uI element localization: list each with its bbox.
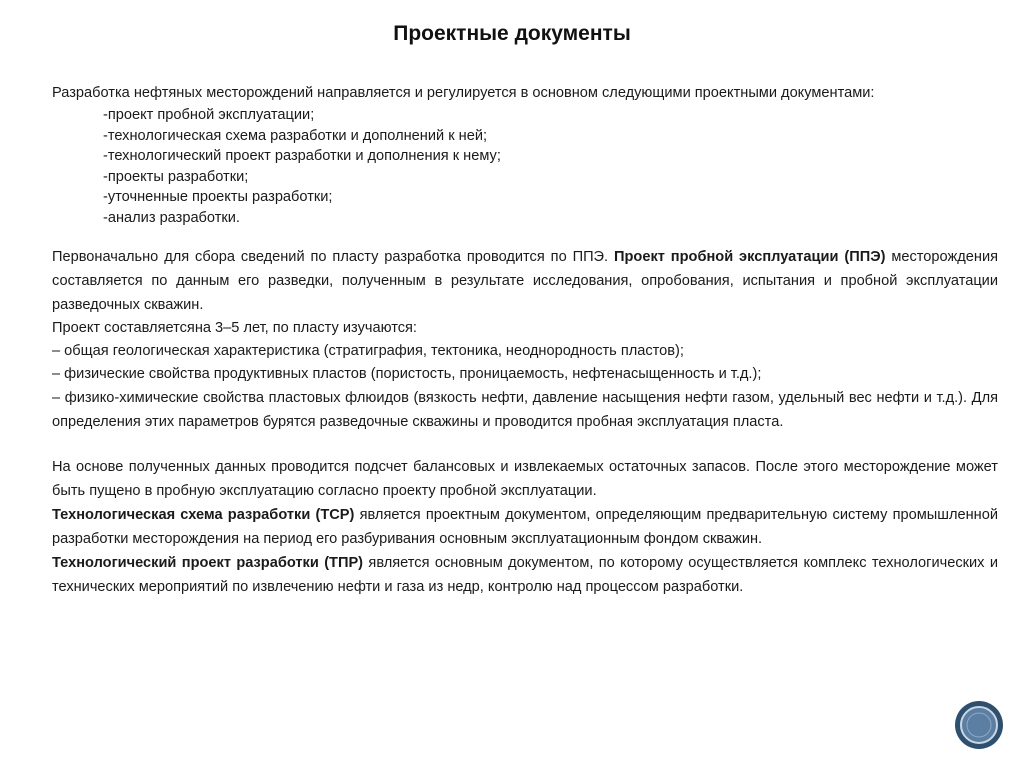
ppe-bold-term: Проект пробной эксплуатации (ППЭ) bbox=[614, 248, 886, 265]
ppe-bullet-3: – физико-химические свойства пластовых флюидов (вязкость нефти, давление насыщения нефти газом, удельный вес нефти и т.д.). Для определения этих параметров бурятся разведочные скважины и проводится пробная эксплуатация пласта. bbox=[52, 389, 998, 430]
list-item: -проект пробной эксплуатации; bbox=[103, 107, 315, 123]
ppe-rest: месторождения составляется по данным его разведки, полученным в результате исследования, опробования, испытания и пробной эксплуатации разведочных скважин. bbox=[52, 248, 998, 313]
list-item: -уточненные проекты разработки; bbox=[103, 189, 333, 206]
list-item: -технологический проект разработки и дополнения к нему; bbox=[103, 148, 501, 165]
decorative-circle-icon bbox=[954, 700, 1004, 750]
page-title: Проектные документы bbox=[393, 22, 631, 45]
tpr-bold-term: Технологический проект разработки (ТПР) bbox=[52, 554, 364, 571]
ppe-bullet-2: – физические свойства продуктивных пластов (пористость, проницаемость, нефтенасыщенность и т.д.); bbox=[52, 365, 762, 382]
tsr-rest: является проектным документом, определяющим предварительную систему промышленной разработки месторождения на период его разбуривания основным эксплуатационным фондом скважин. bbox=[52, 506, 998, 547]
list-item: -проекты разработки; bbox=[103, 168, 249, 185]
tsr-bold-term: Технологическая схема разработки (ТСР) bbox=[52, 506, 355, 523]
ppe-duration: Проект составляетсяна 3–5 лет, по пласту изучаются: bbox=[52, 319, 417, 336]
ppe-lead: Первоначально для сбора сведений по пласту разработка проводится по ППЭ. bbox=[52, 248, 615, 265]
tsr-paragraph bbox=[52, 503, 998, 551]
document-list bbox=[52, 105, 998, 229]
tpr-paragraph bbox=[52, 551, 998, 599]
reserves-paragraph: На основе полученных данных проводится подсчет балансовых и извлекаемых остаточных запасов. После этого месторождение может быть пущено в пробную эксплуатацию согласно проекту пробной эксплуатации. bbox=[52, 458, 998, 499]
tpr-rest: является основным документом, по которому осуществляется комплекс технологических и технических мероприятий по извлечению нефти и газа из недр, контролю над процессом разработки. bbox=[52, 554, 998, 595]
document-body bbox=[52, 82, 998, 599]
ppe-bullet-1: – общая геологическая характеристика (стратиграфия, тектоника, неоднородность пластов); bbox=[52, 342, 684, 359]
list-item: -технологическая схема разработки и дополнений к ней; bbox=[103, 127, 488, 144]
list-item: -анализ разработки. bbox=[103, 209, 240, 226]
ppe-paragraph bbox=[52, 245, 998, 317]
intro-text: Разработка нефтяных месторождений направляется и регулируется в основном следующими проектными документами: bbox=[52, 85, 875, 101]
